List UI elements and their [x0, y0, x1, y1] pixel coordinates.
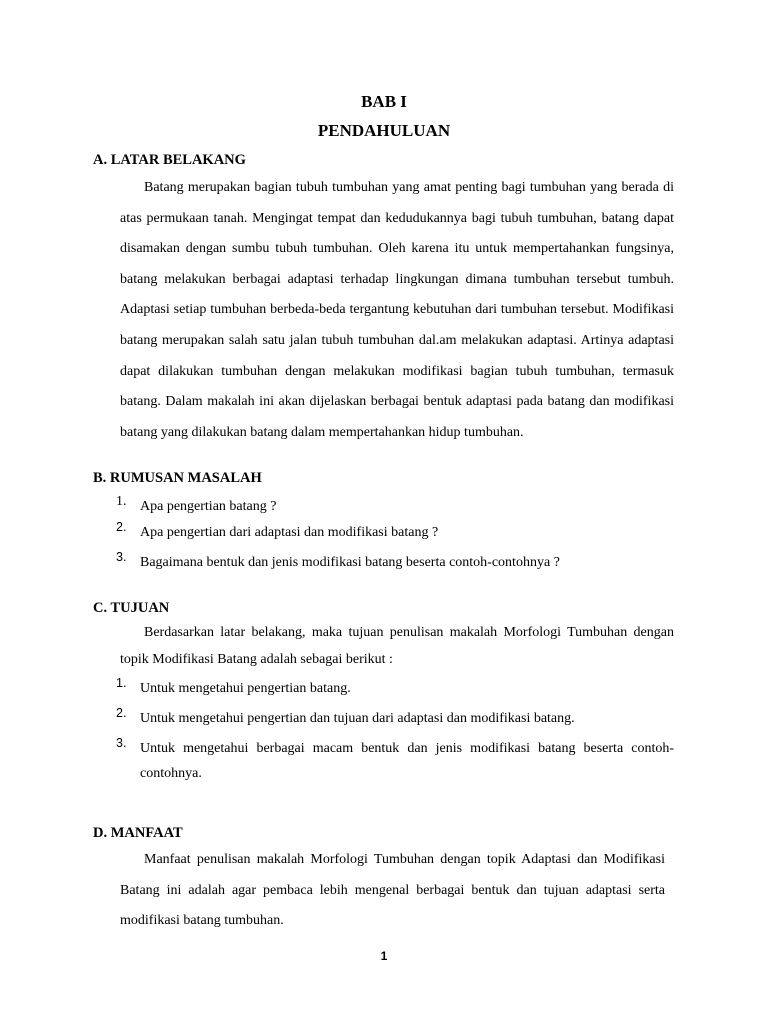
list-item-number: 1. [116, 676, 127, 690]
list-item-text: Apa pengertian batang ? [140, 499, 277, 514]
list-item-text: Bagaimana bentuk dan jenis modifikasi batang beserta contoh-contohnya ? [140, 555, 560, 570]
section-c-text: Berdasarkan latar belakang, maka tujuan penulisan makalah Morfologi Tumbuhan dengan topik Modifikasi Batang adalah sebagai berikut : [120, 625, 674, 667]
list-item-number: 2. [116, 706, 127, 720]
chapter-label: BAB I [361, 92, 407, 111]
section-a-text: Batang merupakan bagian tubuh tumbuhan yang amat penting bagi tumbuhan yang berada di atas permukaan tanah. Mengingat tempat dan kedudukannya bagi tubuh tumbuhan, batang dapat disamakan dengan sumbu tubuh tumbuhan. Oleh karena itu untuk mempertahankan fungsinya, batang melakukan berbagai adaptasi terhadap lingkungan dimana tumbuhan tersebut tumbuh. Adaptasi setiap tumbuhan berbeda-beda tergantung kebutuhan dari tumbuhan tersebut. Modifikasi batang merupakan salah satu jalan tubuh tumbuhan dal.am melakukan adaptasi. Artinya adaptasi dapat dilakukan tumbuhan dengan melakukan modifikasi bagian tubuh tumbuhan, termasuk batang. Dalam makalah ini akan dijelaskan berbagai bentuk adaptasi pada batang dan modifikasi batang yang dilakukan batang dalam mempertahankan hidup tumbuhan. [120, 180, 674, 440]
section-d-text: Manfaat penulisan makalah Morfologi Tumbuhan dengan topik Adaptasi dan Modifikasi Batang ini adalah agar pembaca lebih mengenal berbagai bentuk dan tujuan adaptasi serta modifikasi batang tumbuhan. [120, 852, 665, 928]
list-item-number: 3. [116, 736, 127, 750]
list-item-number: 2. [116, 520, 127, 534]
section-c-paragraph [120, 619, 674, 673]
section-b-heading: B. RUMUSAN MASALAH [93, 470, 262, 486]
list-item-text: Untuk mengetahui berbagai macam bentuk dan jenis modifikasi batang beserta contoh-contohnya. [140, 741, 674, 781]
list-item-text: Apa pengertian dari adaptasi dan modifikasi batang ? [140, 525, 439, 540]
list-item-number: 1. [116, 494, 127, 509]
list-item-text: Untuk mengetahui pengertian batang. [140, 681, 351, 696]
section-a-heading: A. LATAR BELAKANG [93, 152, 246, 168]
page-number: 1 [380, 949, 388, 963]
list-item-number: 3. [116, 550, 127, 564]
section-a-paragraph [120, 173, 674, 448]
section-d-heading: D. MANFAAT [93, 825, 183, 841]
list-item-text: Untuk mengetahui pengertian dan tujuan dari adaptasi dan modifikasi batang. [140, 711, 575, 726]
chapter-title: PENDAHULUAN [317, 121, 451, 140]
section-d-paragraph [120, 845, 665, 937]
section-c-heading: C. TUJUAN [93, 600, 170, 616]
